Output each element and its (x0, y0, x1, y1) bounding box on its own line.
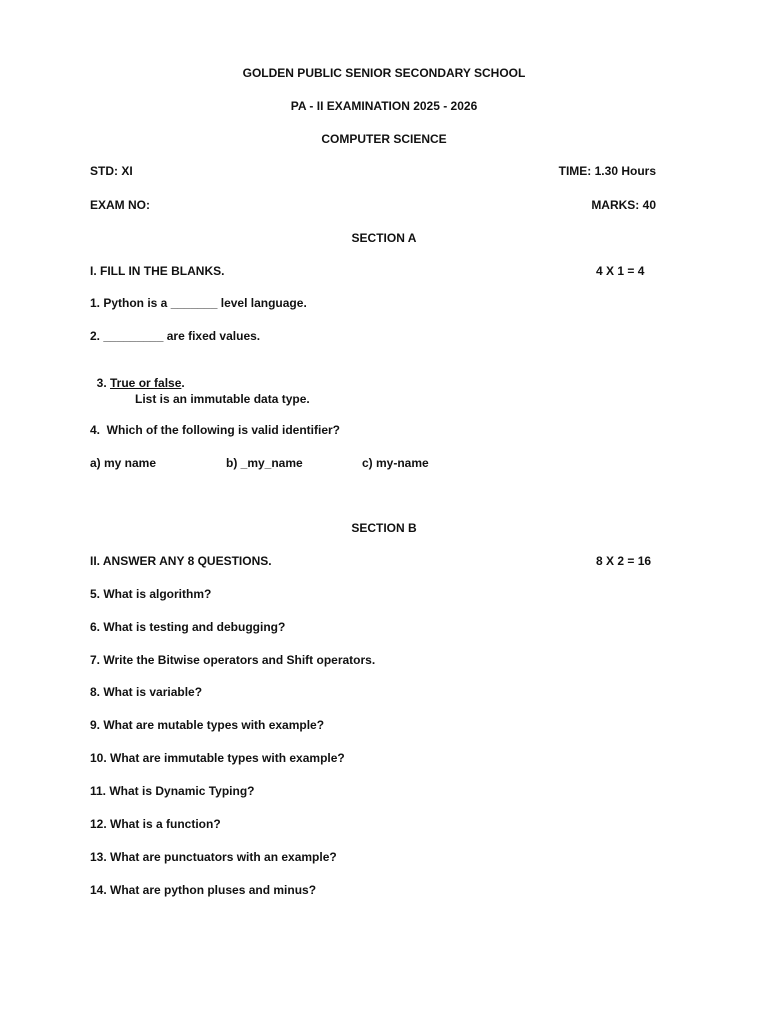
question-10: 10. What are immutable types with example? (90, 751, 345, 765)
question-13: 13. What are punctuators with an example? (90, 850, 337, 864)
question-4-option-b: b) _my_name (226, 456, 303, 470)
exam-title: PA - II EXAMINATION 2025 - 2026 (290, 99, 478, 113)
marks-label: MARKS: 40 (591, 198, 656, 212)
section-a-title: SECTION A (351, 231, 417, 245)
question-9: 9. What are mutable types with example? (90, 718, 325, 732)
school-name: GOLDEN PUBLIC SENIOR SECONDARY SCHOOL (242, 66, 526, 80)
question-4-option-c: c) my-name (362, 456, 429, 470)
question-3-number: 3. (96, 376, 111, 390)
question-7: 7. Write the Bitwise operators and Shift operators. (90, 653, 376, 667)
subject-title: COMPUTER SCIENCE (321, 132, 447, 146)
section-b-instruction: II. ANSWER ANY 8 QUESTIONS. (90, 554, 272, 568)
section-b-marks: 8 X 2 = 16 (596, 554, 652, 568)
question-1: 1. Python is a _______ level language. (90, 296, 307, 310)
question-4: 4. Which of the following is valid identifier? (90, 423, 341, 437)
section-a-marks: 4 X 1 = 4 (596, 264, 645, 278)
question-5: 5. What is algorithm? (90, 587, 212, 601)
section-a-instruction: I. FILL IN THE BLANKS. (90, 264, 225, 278)
question-3-period: . (181, 376, 185, 390)
question-12: 12. What is a function? (90, 817, 221, 831)
question-3 (90, 362, 185, 390)
question-4-option-a: a) my name (90, 456, 157, 470)
exam-no-label: EXAM NO: (90, 198, 150, 212)
question-3-statement: List is an immutable data type. (135, 392, 310, 406)
question-8: 8. What is variable? (90, 685, 203, 699)
question-3-heading: True or false (110, 376, 182, 390)
section-b-title: SECTION B (351, 521, 417, 535)
question-14: 14. What are python pluses and minus? (90, 883, 317, 897)
question-2: 2. _________ are fixed values. (90, 329, 261, 343)
std-label: STD: XI (90, 164, 133, 178)
question-6: 6. What is testing and debugging? (90, 620, 286, 634)
time-label: TIME: 1.30 Hours (558, 164, 656, 178)
question-11: 11. What is Dynamic Typing? (90, 784, 255, 798)
